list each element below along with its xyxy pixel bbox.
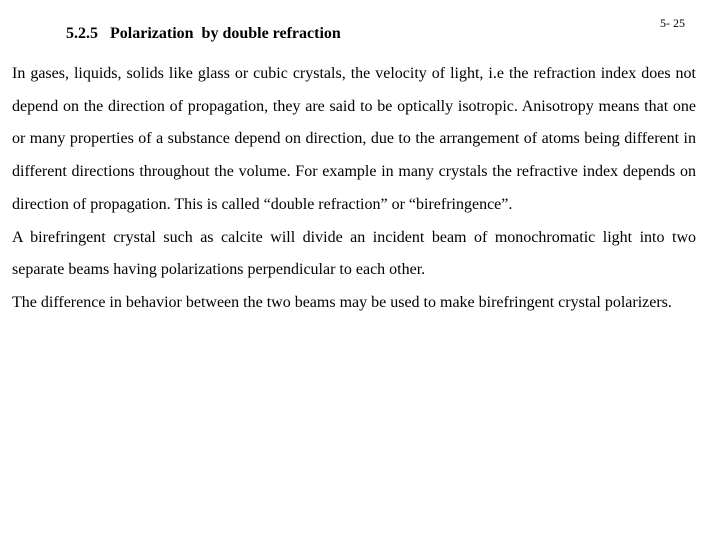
page-number: 5- 25 bbox=[660, 16, 685, 30]
body-text bbox=[12, 58, 696, 320]
paragraph-birefringent-crystal: A birefringent crystal such as calcite will divide an incident beam of monochromatic light into two separate beams having polarizations perpendicular to each other. bbox=[12, 228, 696, 279]
paragraph-birefringent-polarizers: The difference in behavior between the two beams may be used to make birefringent crystal polarizers. bbox=[12, 293, 672, 311]
paragraph-isotropy-anisotropy: In gases, liquids, solids like glass or cubic crystals, the velocity of light, i.e the refraction index does not depend on the direction of propagation, they are said to be optically isotropic. Anisotropy means that one or many properties of a substance depend on direction, due to the arrangement of atoms being different in different directions throughout the volume. For example in many crystals the refractive index depends on direction of propagation. This is called “double refraction” or “birefringence”. bbox=[12, 65, 696, 213]
section-title: 5.2.5 Polarization by double refraction bbox=[66, 25, 341, 42]
